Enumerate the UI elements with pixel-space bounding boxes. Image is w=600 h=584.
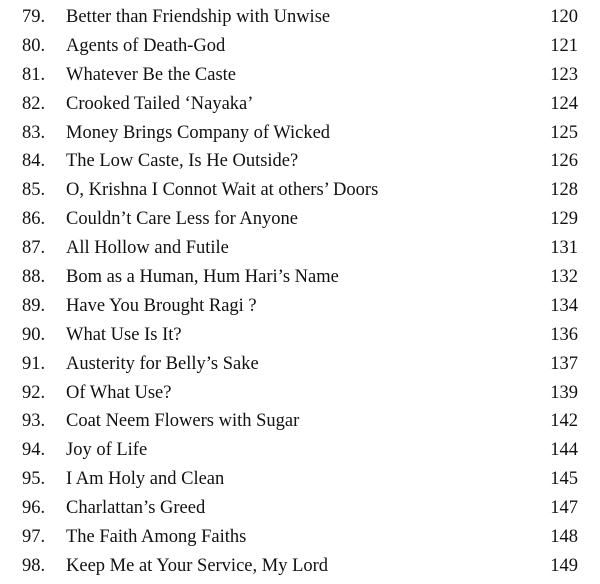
entry-title: Crooked Tailed ‘Nayaka’: [66, 93, 254, 114]
toc-entry: [0, 61, 600, 90]
entry-page-number: 137: [550, 353, 578, 374]
entry-page-number: 132: [550, 267, 578, 288]
entry-title: Couldn’t Care Less for Anyone: [66, 209, 298, 230]
toc-entry: [0, 407, 600, 436]
entry-number: 81.: [22, 64, 46, 85]
entry-title: Coat Neem Flowers with Sugar: [66, 411, 300, 432]
entry-number: 83.: [22, 122, 46, 143]
toc-entry: [0, 32, 600, 61]
entry-title: The Low Caste, Is He Outside?: [66, 151, 299, 172]
toc-entry: [0, 465, 600, 494]
entry-number: 90.: [22, 324, 46, 345]
entry-number: 92.: [22, 382, 46, 403]
entry-title: Joy of Life: [66, 440, 148, 461]
entry-title: Money Brings Company of Wicked: [66, 122, 331, 143]
toc-entry: [0, 350, 600, 379]
entry-title: Bom as a Human, Hum Hari’s Name: [66, 267, 339, 288]
entry-number: 98.: [22, 555, 46, 576]
entry-number: 94.: [22, 440, 46, 461]
entry-title: Better than Friendship with Unwise: [66, 7, 331, 27]
entry-page-number: 125: [550, 122, 578, 143]
toc-entry: [0, 234, 600, 263]
entry-number: 80.: [22, 35, 46, 56]
toc-entry: [0, 552, 600, 581]
toc-entry: [0, 263, 600, 292]
entry-page-number: 149: [550, 555, 578, 576]
entry-page-number: 121: [550, 35, 578, 56]
entry-title: Of What Use?: [66, 382, 172, 403]
table-of-contents: [0, 3, 600, 581]
entry-title: I Am Holy and Clean: [66, 469, 225, 490]
entry-page-number: 136: [550, 324, 578, 345]
entry-number: 87.: [22, 238, 46, 259]
entry-number: 86.: [22, 209, 46, 230]
entry-title: Keep Me at Your Service, My Lord: [66, 555, 329, 576]
toc-entry: [0, 90, 600, 119]
entry-title: Have You Brought Ragi ?: [66, 295, 257, 316]
entry-number: 93.: [22, 411, 46, 432]
entry-page-number: 128: [550, 180, 578, 201]
toc-entry: [0, 176, 600, 205]
entry-title: O, Krishna I Connot Wait at others’ Doors: [66, 180, 379, 201]
toc-entry: [0, 523, 600, 552]
entry-page-number: 139: [550, 382, 578, 403]
entry-number: 91.: [22, 353, 46, 374]
entry-page-number: 148: [550, 527, 578, 548]
entry-title: Charlattan’s Greed: [66, 498, 206, 519]
entry-page-number: 124: [550, 93, 578, 114]
toc-entry: [0, 321, 600, 350]
toc-entry: [0, 292, 600, 321]
toc-entry: [0, 436, 600, 465]
entry-number: 96.: [22, 498, 46, 519]
entry-page-number: 120: [550, 7, 578, 27]
entry-page-number: 123: [550, 64, 578, 85]
entry-title: What Use Is It?: [66, 324, 182, 345]
entry-number: 82.: [22, 93, 46, 114]
toc-entry: [0, 147, 600, 176]
entry-number: 88.: [22, 267, 46, 288]
entry-page-number: 134: [550, 295, 578, 316]
entry-number: 79.: [22, 7, 46, 27]
entry-number: 85.: [22, 180, 46, 201]
toc-entry: [0, 205, 600, 234]
entry-page-number: 131: [550, 238, 578, 259]
toc-entry: [0, 119, 600, 148]
entry-number: 84.: [22, 151, 46, 172]
entry-number: 95.: [22, 469, 46, 490]
entry-page-number: 144: [550, 440, 578, 461]
entry-title: Whatever Be the Caste: [66, 64, 237, 85]
entry-title: Agents of Death-God: [66, 35, 226, 56]
entry-title: All Hollow and Futile: [66, 238, 229, 259]
entry-title: The Faith Among Faiths: [66, 527, 247, 548]
toc-entry: [0, 3, 600, 32]
toc-entry: [0, 379, 600, 408]
entry-number: 89.: [22, 295, 46, 316]
entry-page-number: 147: [550, 498, 578, 519]
entry-page-number: 142: [550, 411, 578, 432]
entry-page-number: 145: [550, 469, 578, 490]
entry-title: Austerity for Belly’s Sake: [66, 353, 259, 374]
entry-page-number: 129: [550, 209, 578, 230]
toc-entry: [0, 494, 600, 523]
entry-page-number: 126: [550, 151, 578, 172]
entry-number: 97.: [22, 527, 46, 548]
